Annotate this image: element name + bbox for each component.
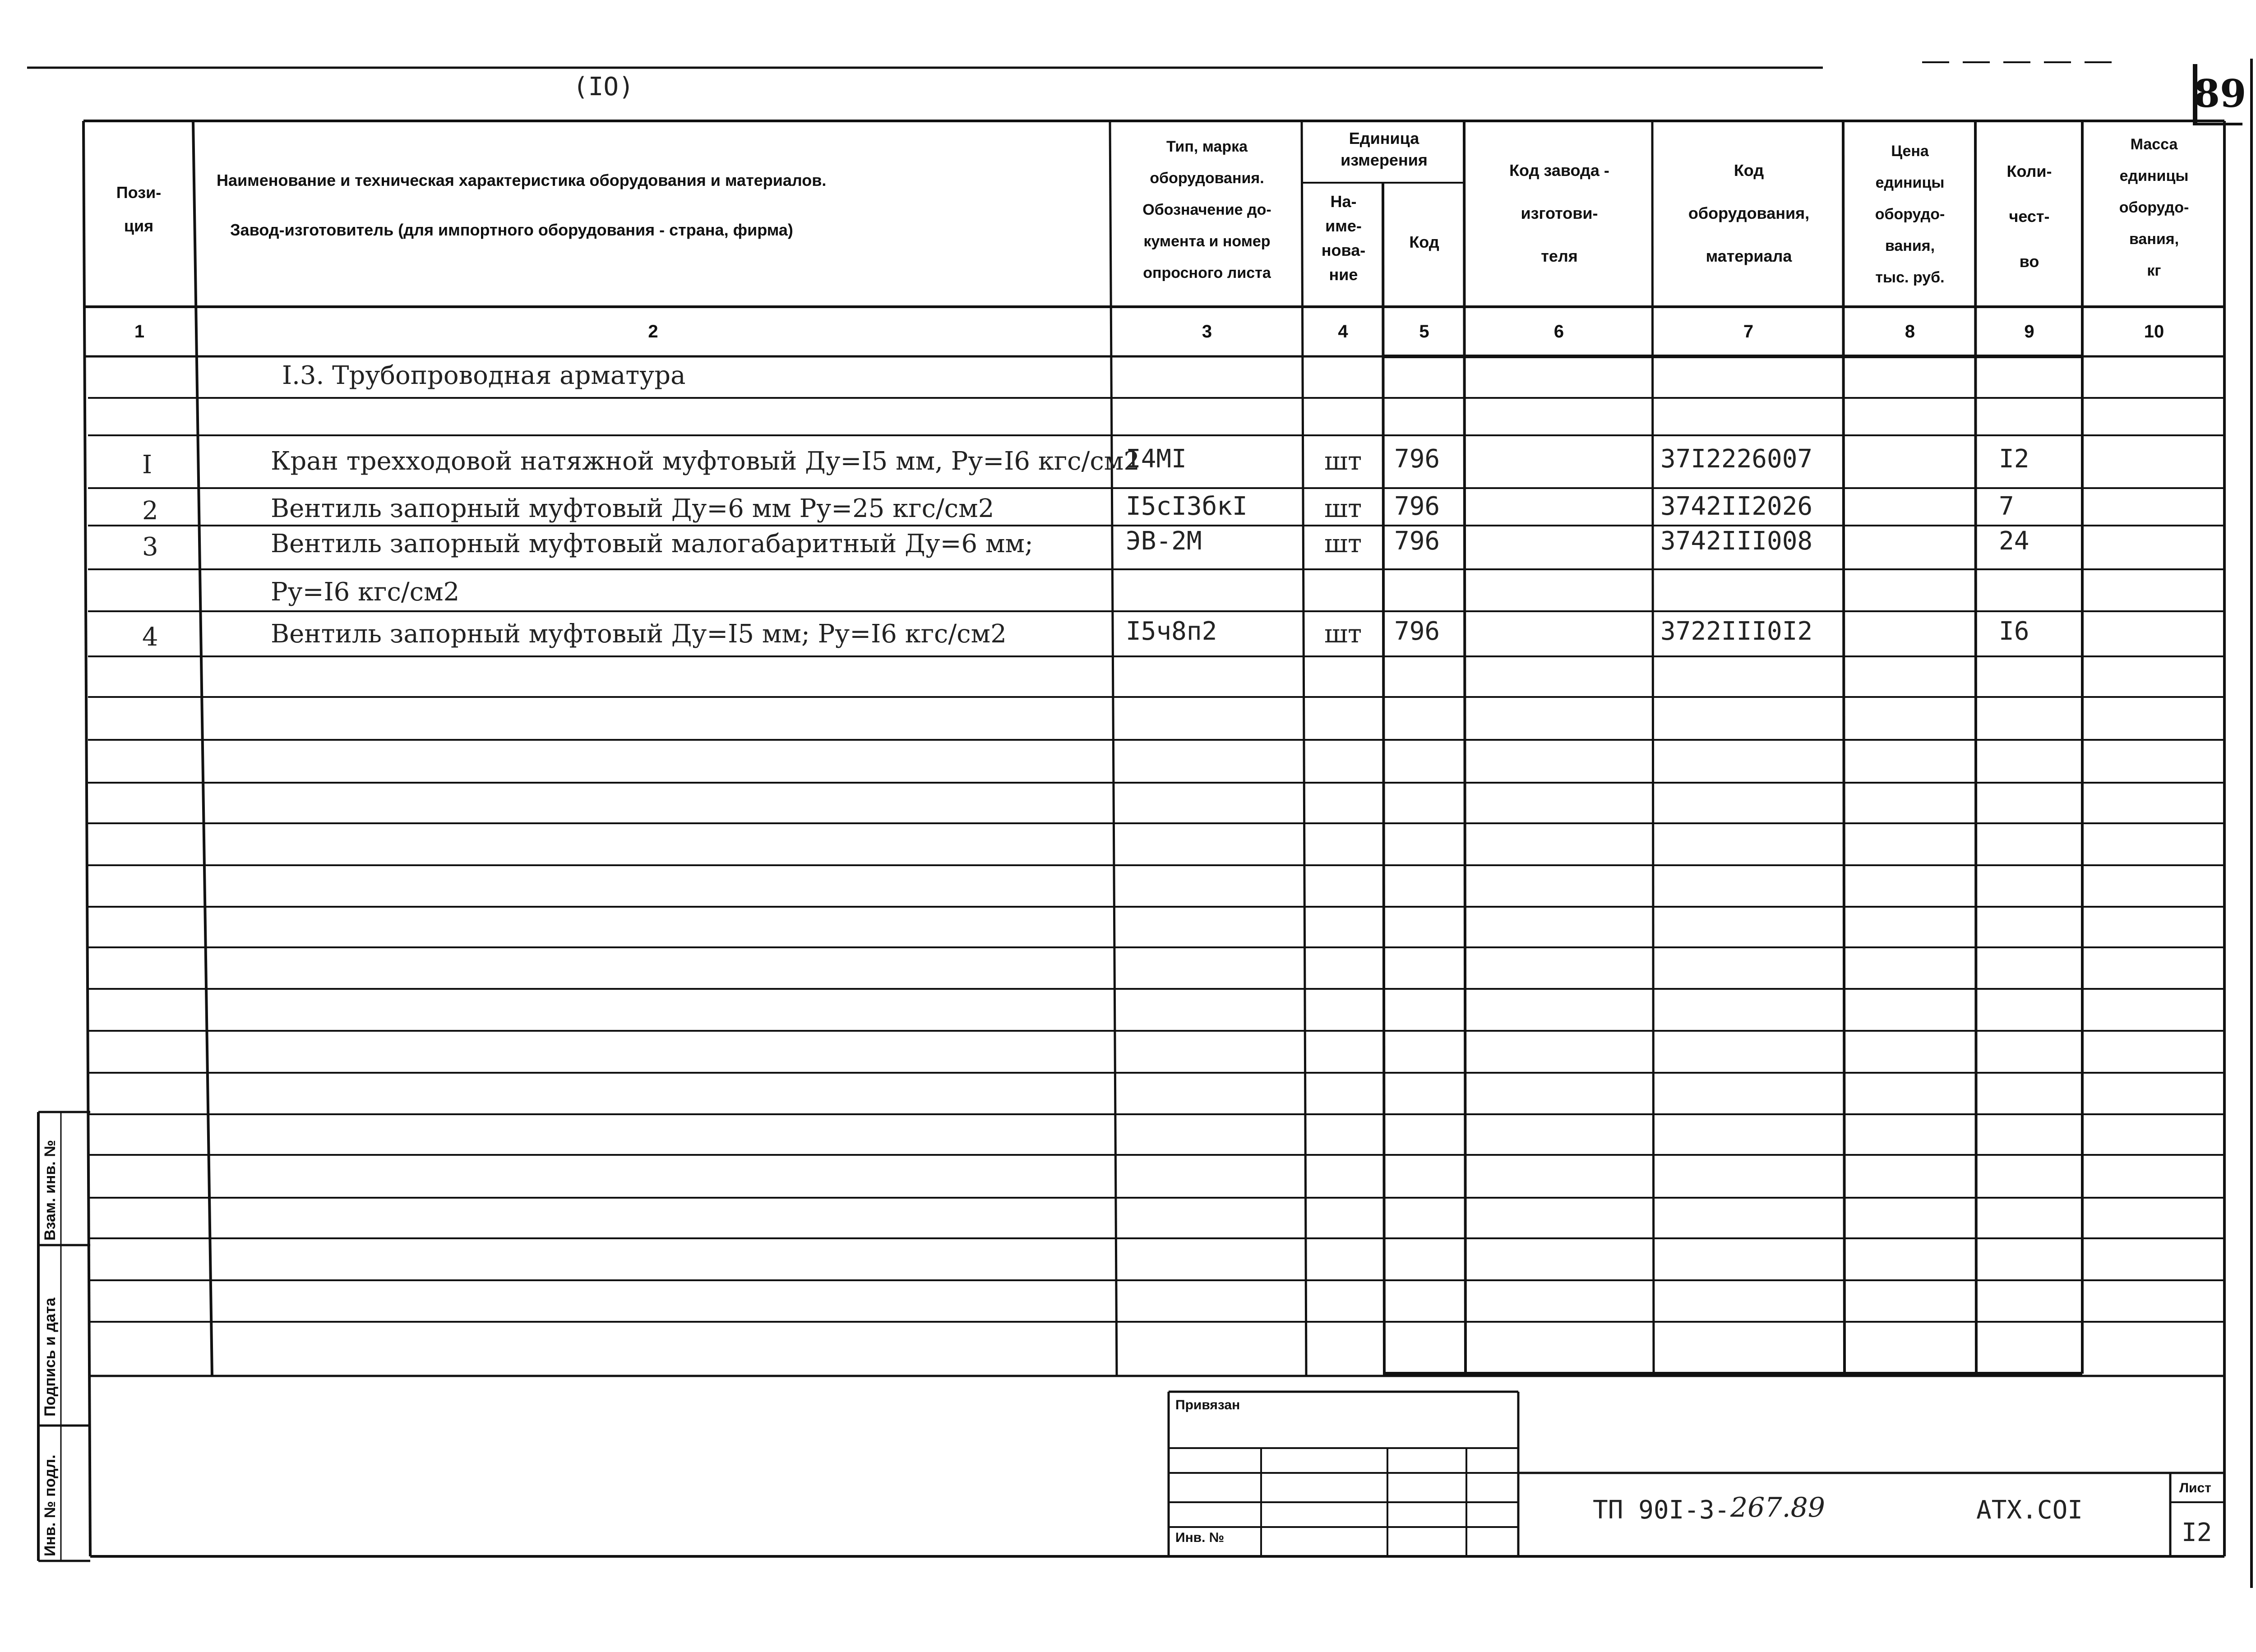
header-quantity: Коли- чест- во [2006,162,2052,271]
column-number: 9 [2024,321,2034,341]
inventory-label: Инв. № [1175,1530,1225,1545]
table-row-quantity: I6 [1999,617,2029,646]
header-unit-name: На- име- нова- ние [1321,192,1366,284]
header-price: Цена единицы оборудо- вания, тыс. руб. [1875,143,1945,286]
header-name: Наименование и техническая характеристика оборудования и материалов. Завод-изготовитель (для импортного оборудования - страна, фирма) [217,171,827,239]
table-row-quantity: I2 [1999,444,2029,474]
document-code: ТП 90I-3- [1593,1495,1730,1525]
table-row-name: Вентиль запорный муфтовый малогабаритный Ду=6 мм; [271,529,1033,558]
column-number: 8 [1905,321,1915,341]
sheet-number: 89 [2193,64,2242,125]
sheet-field-value: I2 [2182,1518,2212,1547]
side-stamp-replacement: Взам. инв. № [42,1140,59,1241]
table-row-position: 4 [142,623,158,652]
column-number: 7 [1743,321,1754,341]
column-number: 5 [1419,321,1429,341]
table-row-unit-code: 796 [1394,492,1440,521]
table-row-code: 37I2226007 [1660,444,1813,474]
table-row-unit-code: 796 [1394,526,1440,556]
table-row-position: 2 [142,496,158,526]
side-stamp-inventory: Инв. № подл. [42,1454,59,1556]
table-row-quantity: 24 [1999,526,2029,556]
table-row-type: I5cI3бкI [1126,492,1248,521]
header-factory-code: Код завода - изготови- теля [1509,161,1609,265]
table-row-type: ЭВ-2М [1126,526,1202,556]
header-unit-code: Код [1409,233,1439,251]
column-number: 3 [1202,321,1212,341]
document-code-handwritten: 267.89 [1730,1492,1825,1523]
section-title: I.3. Трубопроводная арматура [282,361,686,390]
table-row-unit: шт [1324,447,1362,476]
column-number: 4 [1338,321,1348,341]
table-row-code: 3742II2026 [1660,492,1813,521]
table-row-unit: шт [1324,619,1362,649]
header-mass: Масса единицы оборудо- вания, кг [2119,136,2189,279]
sheet-field-label: Лист [2179,1481,2211,1495]
table-row-type: I4MI [1126,444,1187,474]
header-type: Тип, марка оборудования. Обозначение до- кумента и номер опросного листа [1142,138,1271,281]
table-row-unit-code: 796 [1394,617,1440,646]
table-row-name: Ру=I6 кгс/см2 [271,577,460,607]
bound-label: Привязан [1175,1398,1240,1412]
column-number: 6 [1553,321,1564,341]
table-row-name: Вентиль запорный муфтовый Ду=6 мм Ру=25 кгс/см2 [271,494,994,523]
column-number: 1 [134,321,145,341]
table-row-code: 3722III0I2 [1660,617,1813,646]
table-row-position: I [142,450,153,480]
header-position: Пози- ция [116,183,162,235]
table-row-name: Вентиль запорный муфтовый Ду=I5 мм; Ру=I6 кгс/см2 [271,619,1007,649]
table-row-quantity: 7 [1999,492,2014,521]
header-material-code: Код оборудования, материала [1688,161,1810,265]
table-row-type: I5ч8п2 [1126,617,1217,646]
column-number: 10 [2144,321,2164,341]
table-row-code: 3742III008 [1660,526,1813,556]
sheet-label: (IO) [573,72,634,102]
table-row-unit: шт [1324,494,1362,523]
table-row-unit-code: 796 [1394,444,1440,474]
side-stamp-signature: Подпись и дата [42,1297,59,1417]
column-number: 2 [648,321,658,341]
drawing-code: АТХ.СОI [1976,1495,2083,1525]
table-row-unit: шт [1324,529,1362,558]
table-row-name: Кран трехходовой натяжной муфтовый Ду=I5 мм, Ру=I6 кгс/см2 [271,447,1140,476]
table-row-position: 3 [142,532,158,562]
header-unit-group: Единица измерения [1341,129,1428,169]
